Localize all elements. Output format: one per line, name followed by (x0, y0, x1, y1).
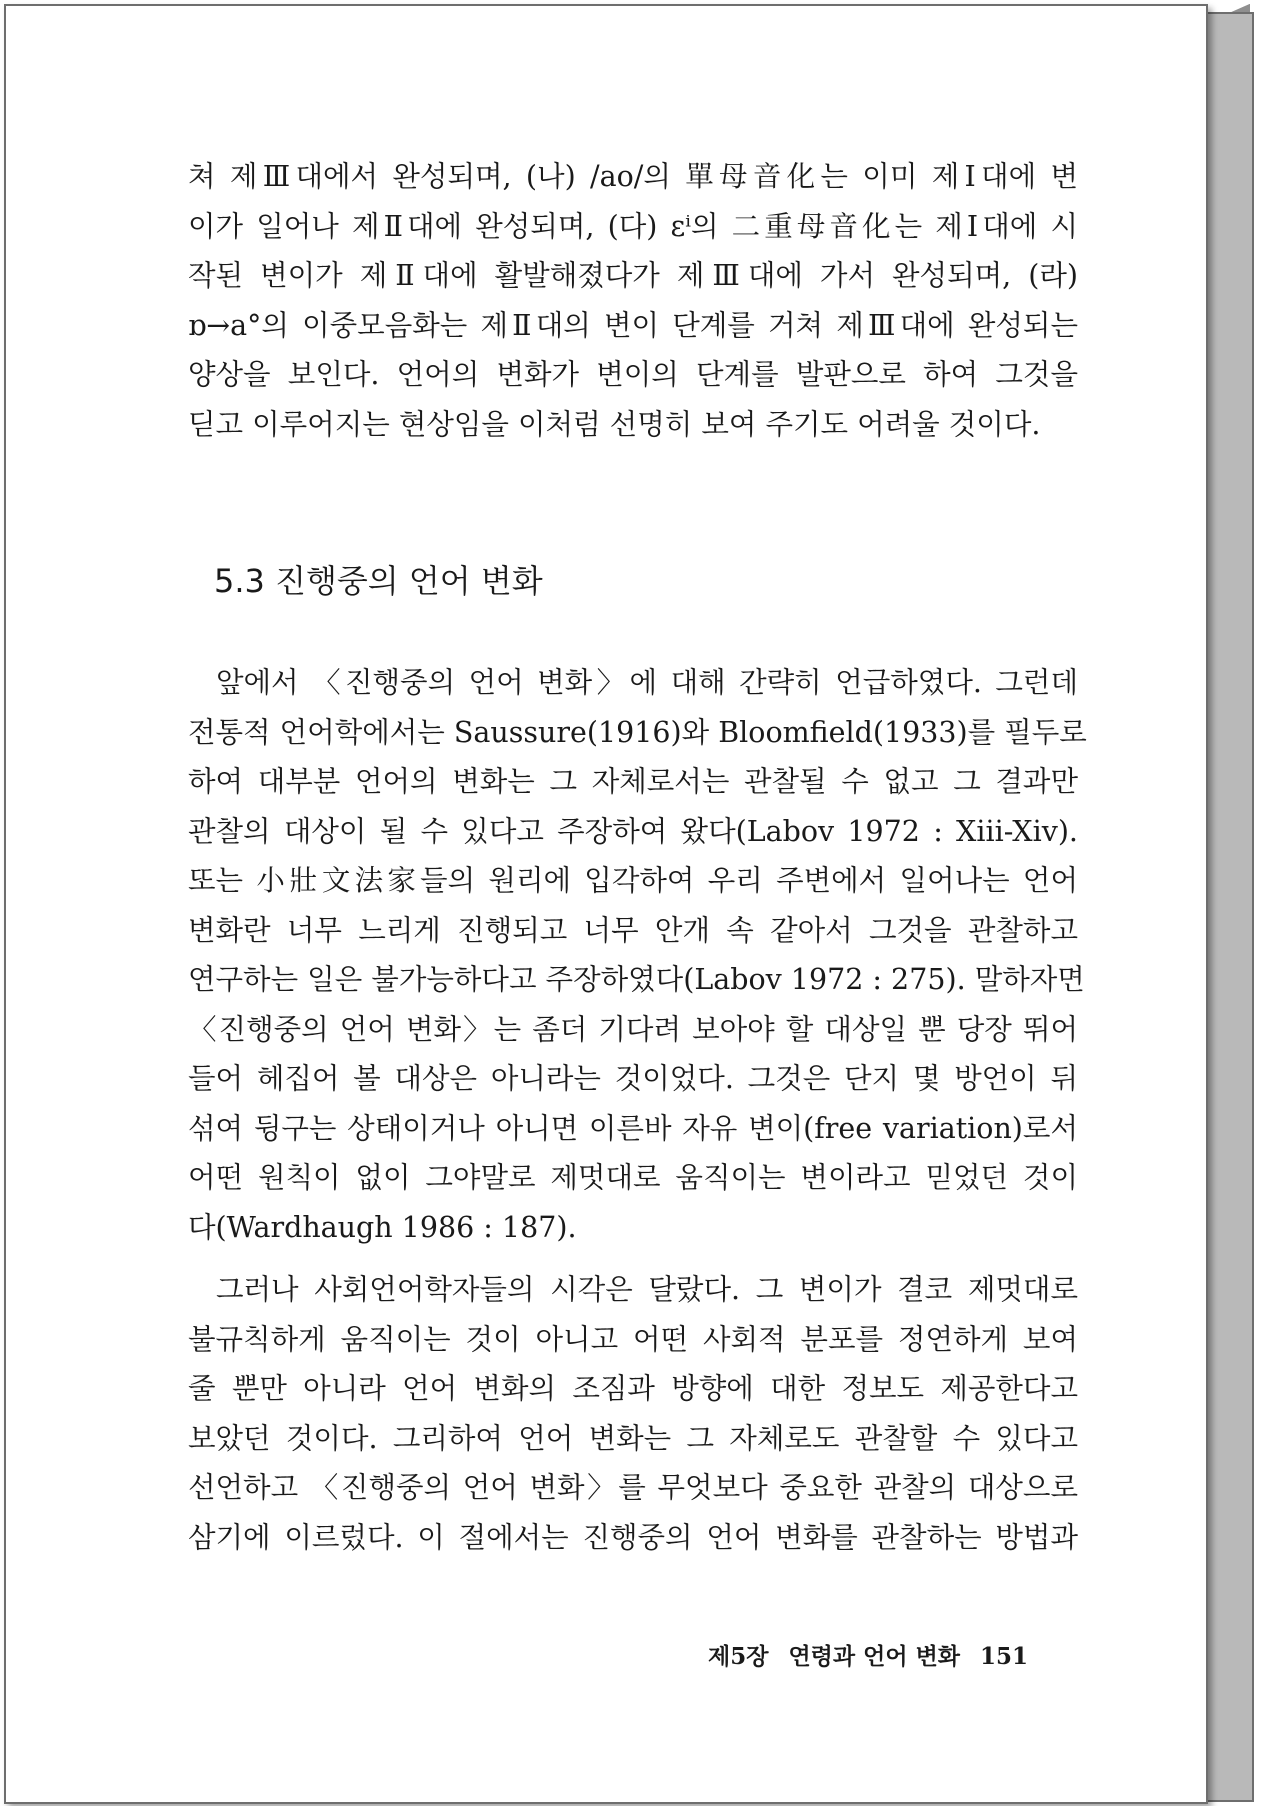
book-page (4, 4, 1208, 1804)
text-line: 삼기에 이르렀다. 이 절에서는 진행중의 언어 변화를 관찰하는 방법과 (188, 1520, 1078, 1554)
text-line: 들어 헤집어 볼 대상은 아니라는 것이었다. 그것은 단지 몇 방언이 뒤 (188, 1062, 1078, 1095)
section-heading: 5.3 진행중의 언어 변화 (214, 562, 543, 600)
text-line: 〈진행중의 언어 변화〉는 좀더 기다려 보아야 할 대상일 뿐 당장 뛰어 (188, 1012, 1078, 1046)
text-line: 다(Wardhaugh 1986 : 187). (188, 1210, 577, 1244)
text-line: 줄 뿐만 아니라 언어 변화의 조짐과 방향에 대한 정보도 제공한다고 (188, 1372, 1078, 1405)
text-line: 섞여 뒹구는 상태이거나 아니면 이른바 자유 변이(free variation)로서 (188, 1111, 1078, 1145)
text-line: 딛고 이루어지는 현상임을 이처럼 선명히 보여 주기도 어려울 것이다. (188, 407, 1041, 441)
text-line: 어떤 원칙이 없이 그야말로 제멋대로 움직이는 변이라고 믿었던 것이 (188, 1161, 1078, 1194)
text-line: 변화란 너무 느리게 진행되고 너무 안개 속 같아서 그것을 관찰하고 (188, 913, 1078, 947)
footer-chapter: 제5장 (708, 1643, 769, 1670)
footer-title: 연령과 언어 변화 (788, 1643, 961, 1670)
text-line: 작된 변이가 제Ⅱ대에 활발해졌다가 제Ⅲ대에 가서 완성되며, (라) (188, 259, 1078, 292)
text-line: 쳐 제Ⅲ대에서 완성되며, (나) /ao/의 單母音化는 이미 제Ⅰ대에 변 (188, 160, 1078, 193)
text-line: 불규칙하게 움직이는 것이 아니고 어떤 사회적 분포를 정연하게 보여 (188, 1322, 1078, 1356)
running-footer (708, 1638, 1040, 1671)
text-line: 앞에서 〈진행중의 언어 변화〉에 대해 간략히 언급하였다. 그런데 (216, 666, 1078, 699)
text-line: 전통적 언어학에서는 Saussure(1916)와 Bloomfield(1933)를 필두로 (188, 715, 1087, 749)
text-line: 하여 대부분 언어의 변화는 그 자체로서는 관찰될 수 없고 그 결과만 (188, 765, 1078, 798)
text-block-continuation (188, 152, 1078, 449)
book-page-edge (1200, 12, 1254, 1802)
text-line: 연구하는 일은 불가능하다고 주장하였다(Labov 1972 : 275). 말하자면 (188, 963, 1085, 996)
text-line: 선언하고 〈진행중의 언어 변화〉를 무엇보다 중요한 관찰의 대상으로 (188, 1471, 1078, 1504)
text-line: 보았던 것이다. 그리하여 언어 변화는 그 자체로도 관찰할 수 있다고 (188, 1421, 1078, 1455)
paragraph-1 (188, 658, 1087, 1252)
text-line: 그러나 사회언어학자들의 시각은 달랐다. 그 변이가 결코 제멋대로 (216, 1273, 1078, 1306)
text-line: 양상을 보인다. 언어의 변화가 변이의 단계를 발판으로 하여 그것을 (188, 358, 1078, 391)
text-line: 관찰의 대상이 될 수 있다고 주장하여 왔다(Labov 1972 : Xiii-Xiv). (188, 814, 1078, 848)
text-line: 이가 일어나 제Ⅱ대에 완성되며, (다) ɛⁱ의 二重母音化는 제Ⅰ대에 시 (188, 209, 1078, 243)
page-number: 151 (980, 1643, 1029, 1670)
text-line: 또는 小壯文法家들의 원리에 입각하여 우리 주변에서 일어나는 언어 (188, 864, 1078, 897)
paragraph-2 (188, 1265, 1078, 1562)
text-line: ɒ→a°의 이중모음화는 제Ⅱ대의 변이 단계를 거쳐 제Ⅲ대에 완성되는 (188, 308, 1078, 342)
